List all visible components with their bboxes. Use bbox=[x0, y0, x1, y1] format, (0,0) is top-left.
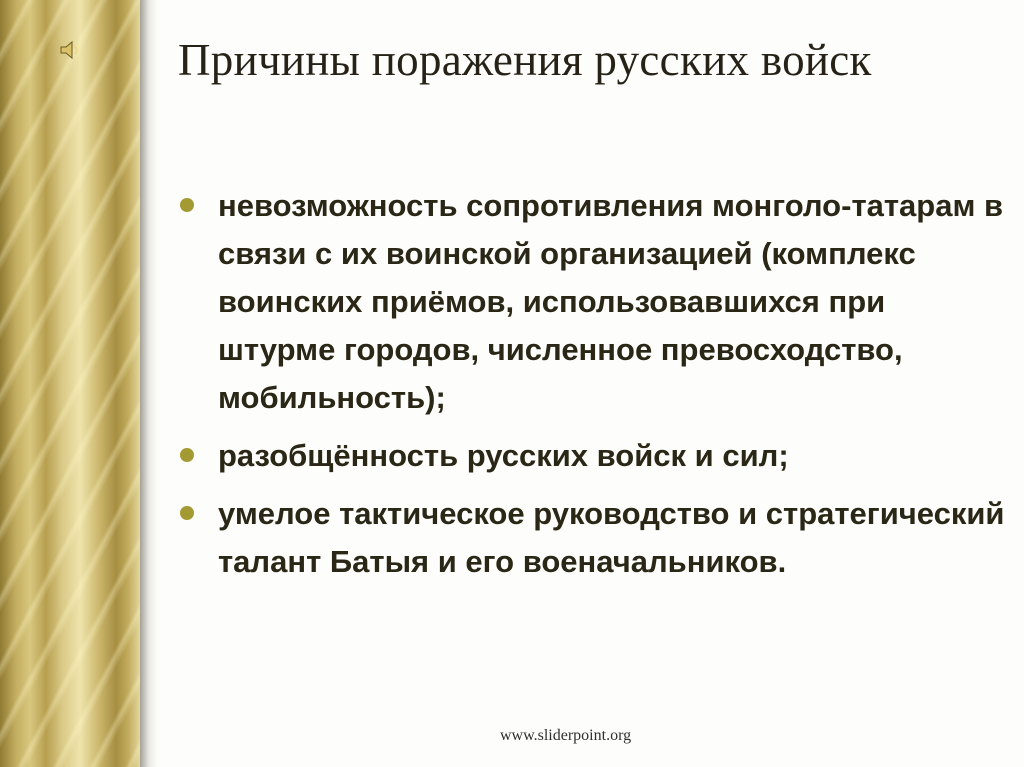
bullet-text: умелое тактическое руководство и стратегический талант Батыя и его военачальников. bbox=[218, 496, 1005, 579]
bullet-text: невозможность сопротивления монголо-татарам в связи с их воинской организацией (комплекс воинских приёмов, использовавшихся при штурме городов, численное превосходство, мобильность); bbox=[218, 188, 1004, 415]
bullet-item bbox=[180, 182, 1010, 422]
bullet-item bbox=[180, 490, 1010, 586]
decorative-gold-stripe bbox=[0, 0, 140, 767]
bullet-item bbox=[180, 432, 1010, 480]
bullet-dot-icon bbox=[180, 506, 194, 520]
footer-source-link[interactable]: www.sliderpoint.org bbox=[500, 727, 632, 744]
bullet-dot-icon bbox=[180, 198, 194, 212]
bullet-text: разобщённость русских войск и сил; bbox=[218, 438, 789, 473]
bullet-dot-icon bbox=[180, 448, 194, 462]
slide-title: Причины поражения русских войск bbox=[178, 35, 872, 85]
bullet-list bbox=[180, 182, 1010, 596]
speaker-icon[interactable] bbox=[58, 38, 82, 62]
